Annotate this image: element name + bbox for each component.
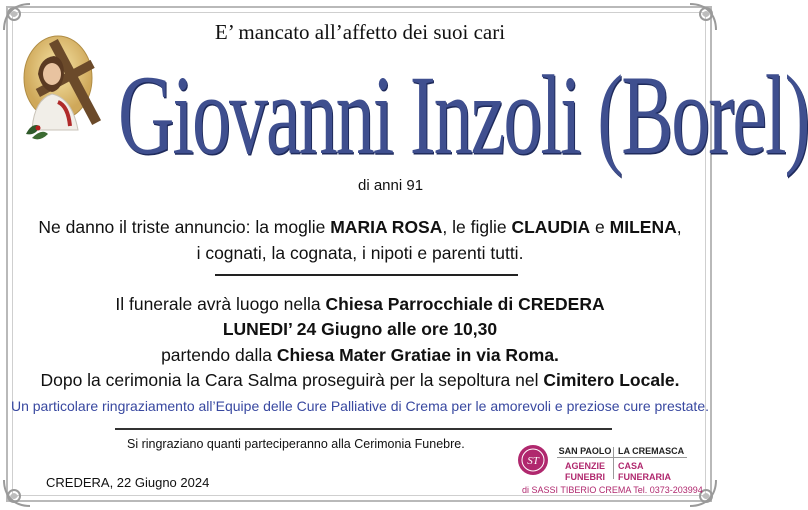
agency-la-cremasca <box>618 446 698 483</box>
announcement-post: , <box>676 217 682 237</box>
funeral-line-4 <box>0 370 720 391</box>
divider <box>215 274 518 276</box>
wife-name: MARIA ROSA <box>330 217 443 237</box>
agency-la-cremasca-sub2: FUNERARIA <box>618 472 671 482</box>
agency-san-paolo <box>557 446 613 483</box>
departure-pre: partendo dalla <box>161 345 277 365</box>
agency-san-paolo-sub2: FUNEBRI <box>565 472 605 482</box>
place-date: CREDERA, 22 Giugno 2024 <box>46 475 210 490</box>
announcement-line-1 <box>0 217 720 238</box>
departure-place: Chiesa Mater Gratiae in via Roma. <box>276 345 559 365</box>
announcement-line-2: i cognati, la cognata, i nipoti e parenti tutti. <box>196 243 524 263</box>
corner-ornament-icon <box>0 476 34 510</box>
agency-la-cremasca-title: LA CREMASCA <box>618 446 685 456</box>
general-thanks: Si ringraziano quanti parteciperanno alla Cerimonia Funebre. <box>127 437 465 451</box>
jesus-carrying-cross-portrait-icon <box>18 30 110 142</box>
funeral-pre: Il funerale avrà luogo nella <box>115 294 326 314</box>
agency-san-paolo-title: SAN PAOLO <box>558 446 612 456</box>
agency-footer: di SASSI TIBERIO CREMA Tel. 0373-203994 <box>522 485 703 495</box>
age-text: di anni 91 <box>358 177 424 194</box>
daughter-name-1: CLAUDIA <box>511 217 591 237</box>
funeral-line-1 <box>0 294 720 315</box>
divider-bottom <box>115 428 612 430</box>
announcement-mid: , le figlie <box>442 217 512 237</box>
deceased-name: Giovanni Inzoli (Borel) <box>118 51 808 178</box>
agency-logo-text: ST <box>527 455 539 467</box>
announcement-pre: Ne danno il triste annuncio: la moglie <box>38 217 331 237</box>
intro-text: E’ mancato all’affetto dei suoi cari <box>214 20 506 44</box>
agency-la-cremasca-sub1: CASA <box>618 461 644 471</box>
announcement-and: e <box>590 217 610 237</box>
agency-separator <box>613 447 614 479</box>
funeral-church: Chiesa Parrocchiale di CREDERA <box>325 294 605 314</box>
funeral-datetime: LUNEDI’ 24 Giugno alle ore 10,30 <box>222 319 498 339</box>
burial-cemetery: Cimitero Locale. <box>543 370 680 390</box>
daughter-name-2: MILENA <box>609 217 677 237</box>
burial-pre: Dopo la cerimonia la Cara Salma proseguirà per la sepoltura nel <box>40 370 544 390</box>
agency-logo-icon <box>517 444 549 476</box>
special-thanks: Un particolare ringraziamento all’Equipe delle Cure Palliative di Crema per le amorevoli e preziose cure prestate. <box>10 398 709 414</box>
funeral-line-3 <box>0 345 720 366</box>
agency-san-paolo-sub1: AGENZIE <box>564 461 605 471</box>
